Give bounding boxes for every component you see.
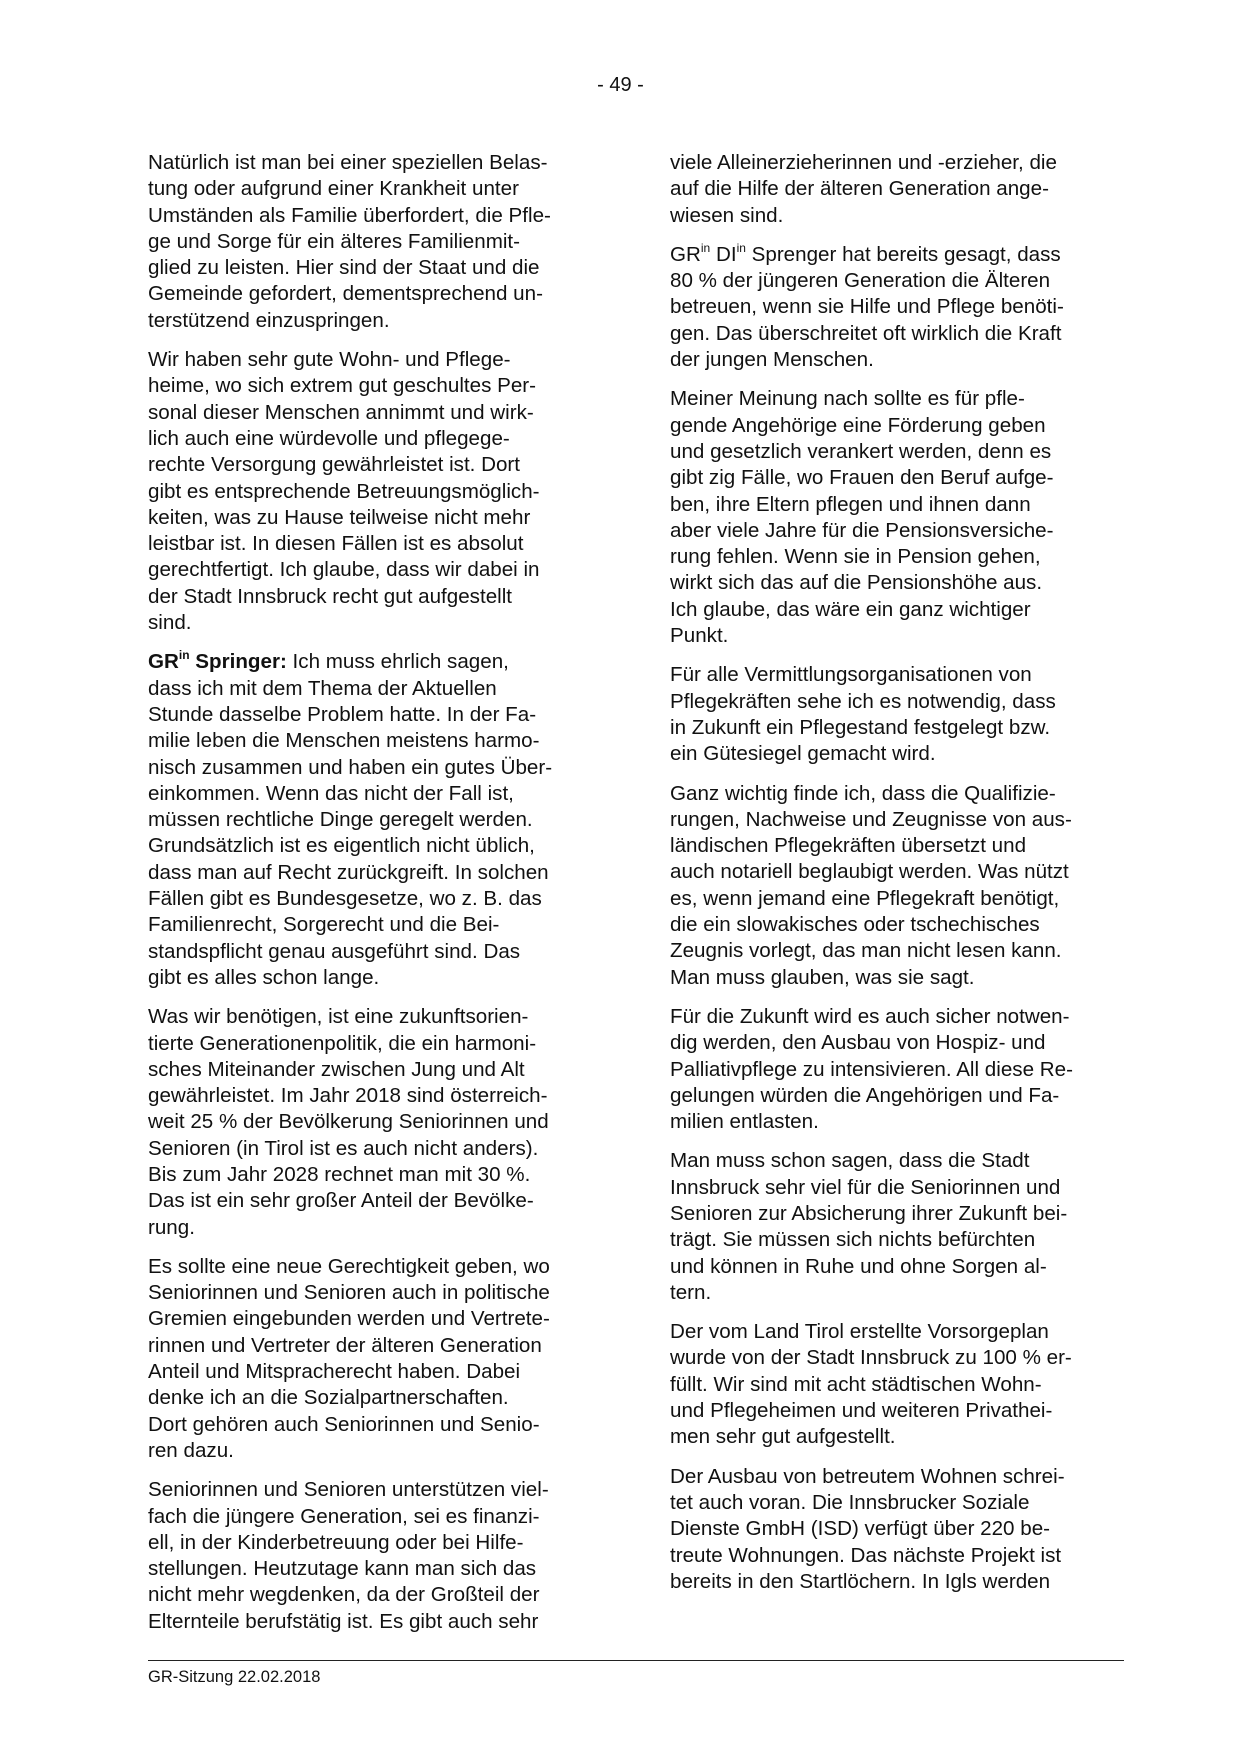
text-line: dass man auf Recht zurückgreift. In solchen bbox=[148, 860, 549, 884]
text-line: wurde von der Stadt Innsbruck zu 100 % er- bbox=[670, 1346, 1072, 1370]
text-line: weit 25 % der Bevölkerung Seniorinnen und bbox=[148, 1110, 549, 1134]
text-line: Dort gehören auch Seniorinnen und Senio- bbox=[148, 1412, 540, 1436]
text-line: Das ist ein sehr großer Anteil der Bevölke- bbox=[148, 1189, 534, 1213]
text-line: standspflicht genau ausgeführt sind. Das bbox=[148, 939, 521, 963]
text-line: Seniorinnen und Senioren auch in politische bbox=[148, 1281, 550, 1305]
text-line: Für die Zukunft wird es auch sicher notwen- bbox=[670, 1004, 1070, 1028]
text-line: Fällen gibt es Bundesgesetze, wo z. B. das bbox=[148, 887, 542, 911]
text-line: rechte Versorgung gewährleistet ist. Dort bbox=[148, 453, 521, 477]
text-line: gende Angehörige eine Förderung geben bbox=[670, 413, 1046, 437]
text-line: die ein slowakisches oder tschechisches bbox=[670, 913, 1040, 937]
title-di: DI bbox=[710, 242, 737, 266]
text-line: tung oder aufgrund einer Krankheit unter bbox=[148, 177, 519, 201]
text-line: Man muss schon sagen, dass die Stadt bbox=[670, 1149, 1030, 1173]
text-line: Natürlich ist man bei einer speziellen Belas- bbox=[148, 151, 548, 174]
title-gr-suffix: in bbox=[700, 241, 711, 256]
footer-divider bbox=[148, 1660, 1124, 1661]
text-line: Familienrecht, Sorgerecht und die Bei- bbox=[148, 913, 500, 937]
text-line: gerechtfertigt. Ich glaube, dass wir dabei in bbox=[148, 558, 540, 582]
paragraph bbox=[670, 1464, 1130, 1595]
text-line: men sehr gut aufgestellt. bbox=[670, 1425, 896, 1449]
text-line: lich auch eine würdevolle und pflegege- bbox=[148, 426, 510, 450]
text-line: tet auch voran. Die Innsbrucker Soziale bbox=[670, 1490, 1030, 1514]
text-line: gibt zig Fälle, wo Frauen den Beruf aufge- bbox=[670, 466, 1054, 490]
text-line: Umständen als Familie überfordert, die Pfle- bbox=[148, 203, 551, 227]
text-line: dig werden, den Ausbau von Hospiz- und bbox=[670, 1031, 1046, 1055]
text-line: denke ich an die Sozialpartnerschaften. bbox=[148, 1386, 509, 1410]
speech-start: Ich muss ehrlich sagen, bbox=[286, 650, 509, 674]
text-line: Grundsätzlich ist es eigentlich nicht üblich, bbox=[148, 834, 535, 858]
text-line: Pflegekräften sehe ich es notwendig, dass bbox=[670, 689, 1056, 713]
text-line: Anteil und Mitspracherecht haben. Dabei bbox=[148, 1360, 521, 1384]
text-line: tern. bbox=[670, 1280, 712, 1304]
text-line: Meiner Meinung nach sollte es für pfle- bbox=[670, 387, 1025, 411]
text-line: heime, wo sich extrem gut geschultes Per- bbox=[148, 374, 537, 398]
paragraph bbox=[148, 1004, 604, 1241]
paragraph bbox=[670, 150, 1130, 229]
text-line: sches Miteinander zwischen Jung und Alt bbox=[148, 1057, 525, 1081]
text-line: ge und Sorge für ein älteres Familienmit- bbox=[148, 229, 521, 253]
text-line: Gemeinde gefordert, dementsprechend un- bbox=[148, 282, 543, 306]
text-line: leistbar ist. In diesen Fällen ist es absolut bbox=[148, 532, 524, 556]
text-line: nisch zusammen und haben ein gutes Über- bbox=[148, 755, 553, 779]
text-line: Stunde dasselbe Problem hatte. In der Fa- bbox=[148, 702, 537, 726]
text-line: füllt. Wir sind mit acht städtischen Wohn- bbox=[670, 1372, 1042, 1396]
text-line: Innsbruck sehr viel für die Seniorinnen und bbox=[670, 1175, 1061, 1199]
text-line: auf die Hilfe der älteren Generation ange- bbox=[670, 177, 1049, 201]
text-line: dass ich mit dem Thema der Aktuellen bbox=[148, 676, 497, 700]
text-line: wiesen sind. bbox=[670, 203, 784, 227]
text-line: auch notariell beglaubigt werden. Was nützt bbox=[670, 860, 1069, 884]
text-line: ben, ihre Eltern pflegen und ihnen dann bbox=[670, 492, 1031, 516]
text-line: Es sollte eine neue Gerechtigkeit geben, wo bbox=[148, 1254, 550, 1278]
text-line: trägt. Sie müssen sich nichts befürchten bbox=[670, 1228, 1036, 1252]
text-line: terstützend einzuspringen. bbox=[148, 308, 390, 332]
text-line: gibt es entsprechende Betreuungsmöglich- bbox=[148, 479, 540, 503]
text-line: viele Alleinerzieherinnen und -erzieher, die bbox=[670, 151, 1057, 174]
text-line: bereits in den Startlöchern. In Igls werden bbox=[670, 1569, 1051, 1593]
text-line: und gesetzlich verankert werden, denn es bbox=[670, 439, 1052, 463]
text-line: sonal dieser Menschen annimmt und wirk- bbox=[148, 400, 534, 424]
text-line: rinnen und Vertreter der älteren Generation bbox=[148, 1333, 542, 1357]
text-line: müssen rechtliche Dinge geregelt werden. bbox=[148, 808, 533, 832]
text-line: gibt es alles schon lange. bbox=[148, 965, 380, 989]
paragraph bbox=[670, 662, 1130, 767]
text-line: glied zu leisten. Hier sind der Staat und die bbox=[148, 256, 540, 280]
paragraph bbox=[148, 1254, 604, 1464]
paragraph bbox=[148, 1477, 604, 1635]
text-line: es, wenn jemand eine Pflegekraft benötigt, bbox=[670, 886, 1060, 910]
text-line: Palliativpflege zu intensivieren. All diese Re- bbox=[670, 1057, 1073, 1081]
text-line: ren dazu. bbox=[148, 1438, 234, 1462]
text-line: ein Gütesiegel gemacht wird. bbox=[670, 742, 936, 766]
text-line: und Pflegeheimen und weiteren Privathei- bbox=[670, 1399, 1053, 1423]
page-number: - 49 - bbox=[597, 74, 644, 96]
text-line: stellungen. Heutzutage kann man sich das bbox=[148, 1557, 537, 1581]
paragraph bbox=[670, 781, 1130, 991]
text-line: betreuen, wenn sie Hilfe und Pflege benöti- bbox=[670, 295, 1064, 319]
text-line: Senioren (in Tirol ist es auch nicht anders). bbox=[148, 1136, 539, 1160]
text-line: und können in Ruhe und ohne Sorgen al- bbox=[670, 1254, 1047, 1278]
text-line: rungen, Nachweise und Zeugnisse von aus- bbox=[670, 807, 1072, 831]
speaker-title-suffix: in bbox=[178, 648, 190, 663]
text-line bbox=[148, 649, 604, 675]
text-line: der Stadt Innsbruck recht gut aufgestellt bbox=[148, 584, 513, 608]
text-line: gen. Das überschreitet oft wirklich die Kraft bbox=[670, 321, 1062, 345]
text-line: einkommen. Wenn das nicht der Fall ist, bbox=[148, 781, 514, 805]
text-line: fach die jüngere Generation, sei es finanzi- bbox=[148, 1504, 540, 1528]
text-line: Man muss glauben, was sie sagt. bbox=[670, 965, 975, 989]
text-line: Ich glaube, das wäre ein ganz wichtiger bbox=[670, 597, 1031, 621]
text-line: tierte Generationenpolitik, die ein harmoni- bbox=[148, 1031, 537, 1055]
text-line: Dienste GmbH (ISD) verfügt über 220 be- bbox=[670, 1517, 1050, 1541]
paragraph bbox=[670, 1319, 1130, 1450]
title-gr: GR bbox=[670, 242, 701, 266]
line-rest: Sprenger hat bereits gesagt, dass bbox=[745, 242, 1061, 266]
text-line: Was wir benötigen, ist eine zukunftsorien- bbox=[148, 1005, 529, 1029]
text-line: Gremien eingebunden werden und Vertrete- bbox=[148, 1307, 550, 1331]
text-line: in Zukunft ein Pflegestand festgelegt bzw. bbox=[670, 715, 1051, 739]
text-line: nicht mehr wegdenken, da der Großteil der bbox=[148, 1583, 540, 1607]
text-line: 80 % der jüngeren Generation die Älteren bbox=[670, 269, 1051, 293]
text-line: Wir haben sehr gute Wohn- und Pflege- bbox=[148, 348, 511, 372]
text-line bbox=[670, 242, 1130, 268]
text-line: treute Wohnungen. Das nächste Projekt ist bbox=[670, 1543, 1062, 1567]
text-line: rung. bbox=[148, 1215, 195, 1239]
text-line: sind. bbox=[148, 611, 192, 635]
paragraph bbox=[670, 242, 1130, 373]
text-line: Ganz wichtig finde ich, dass die Qualifizie- bbox=[670, 781, 1056, 805]
text-line: Seniorinnen und Senioren unterstützen viel- bbox=[148, 1478, 549, 1502]
text-line: Für alle Vermittlungsorganisationen von bbox=[670, 663, 1032, 687]
paragraph bbox=[148, 150, 604, 334]
text-line: ländischen Pflegekräften übersetzt und bbox=[670, 834, 1027, 858]
text-line: milie leben die Menschen meistens harmo- bbox=[148, 729, 540, 753]
title-di-suffix: in bbox=[736, 241, 746, 256]
footer-session-date: GR-Sitzung 22.02.2018 bbox=[148, 1668, 321, 1686]
text-line: gewährleistet. Im Jahr 2018 sind österreich- bbox=[148, 1084, 548, 1108]
paragraph bbox=[670, 1148, 1130, 1306]
speaker-name: Springer: bbox=[189, 650, 287, 674]
text-line: Senioren zur Absicherung ihrer Zukunft bei- bbox=[670, 1201, 1068, 1225]
text-line: Zeugnis vorlegt, das man nicht lesen kann. bbox=[670, 939, 1062, 963]
text-line: milien entlasten. bbox=[670, 1110, 819, 1134]
text-line: Der vom Land Tirol erstellte Vorsorgeplan bbox=[670, 1320, 1049, 1344]
right-column bbox=[670, 150, 1130, 1608]
text-line: der jungen Menschen. bbox=[670, 348, 874, 372]
speaker-title: GR bbox=[148, 650, 179, 674]
text-line: aber viele Jahre für die Pensionsversiche- bbox=[670, 518, 1054, 542]
paragraph bbox=[670, 386, 1130, 649]
text-line: Elternteile berufstätig ist. Es gibt auch sehr bbox=[148, 1609, 539, 1633]
text-line: keiten, was zu Hause teilweise nicht mehr bbox=[148, 505, 531, 529]
left-column bbox=[148, 150, 604, 1648]
text-line: Punkt. bbox=[670, 624, 729, 648]
speaker-paragraph bbox=[148, 649, 604, 991]
text-line: Der Ausbau von betreutem Wohnen schrei- bbox=[670, 1464, 1065, 1488]
speaker-label bbox=[148, 650, 287, 673]
text-line: ell, in der Kinderbetreuung oder bei Hilfe- bbox=[148, 1530, 524, 1554]
text-line: wirkt sich das auf die Pensionshöhe aus. bbox=[670, 571, 1043, 595]
text-line: gelungen würden die Angehörigen und Fa- bbox=[670, 1083, 1060, 1107]
text-line: Bis zum Jahr 2028 rechnet man mit 30 %. bbox=[148, 1162, 531, 1186]
paragraph bbox=[148, 347, 604, 636]
text-line: rung fehlen. Wenn sie in Pension gehen, bbox=[670, 545, 1041, 569]
paragraph bbox=[670, 1004, 1130, 1135]
